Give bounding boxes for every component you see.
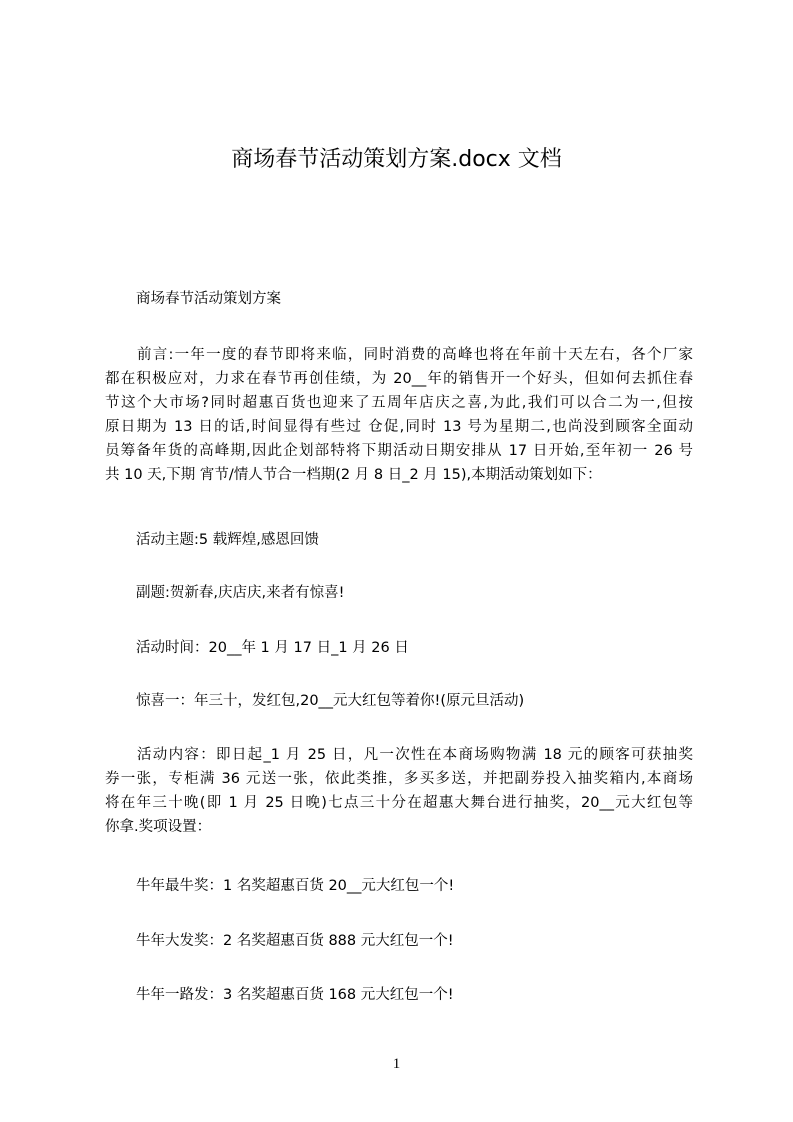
prize-item: 牛年最牛奖：1 名奖超惠百货 20__元大红包一个! xyxy=(136,878,455,894)
activity-theme: 活动主题:5 载辉煌,感恩回馈 xyxy=(136,532,319,548)
content-line: 你拿.奖项设置： xyxy=(105,819,212,835)
content-line: 将在年三十晚(即 1 月 25 日晚)七点三十分在超惠大舞台进行抽奖，20__元大红包等 xyxy=(105,795,693,811)
preface-line: 前言:一年一度的春节即将来临，同时消费的高峰也将在年前十天左右，各个厂家 xyxy=(137,347,693,363)
activity-time: 活动时间：20__年 1 月 17 日_1 月 26 日 xyxy=(136,640,409,656)
preface-line: 共 10 天,下期 宵节/情人节合一档期(2 月 8 日_2 月 15),本期活动策划如下： xyxy=(105,467,602,483)
preface-line: 原日期为 13 日的话,时间显得有些过 仓促,同时 13 号为星期二,也尚没到顾客全面动 xyxy=(105,419,693,435)
document-title: 商场春节活动策划方案.docx 文档 xyxy=(231,147,562,172)
preface-line: 员筹备年货的高峰期,因此企划部特将下期活动日期安排从 17 日开始,至年初一 26 号 xyxy=(105,443,693,459)
preface-line: 都在积极应对，力求在春节再创佳绩，为 20__年的销售开一个好头，但如何去抓住春 xyxy=(105,371,693,387)
preface-line: 节这个大市场?同时超惠百货也迎来了五周年店庆之喜,为此,我们可以合二为一,但按 xyxy=(105,395,693,411)
page-number: 1 xyxy=(392,1056,401,1072)
content-line: 活动内容：即日起_1 月 25 日，凡一次性在本商场购物满 18 元的顾客可获抽奖 xyxy=(137,747,693,763)
section-heading: 商场春节活动策划方案 xyxy=(136,291,281,307)
surprise-one: 惊喜一：年三十，发红包,20__元大红包等着你!(原元旦活动) xyxy=(136,693,525,709)
prize-item: 牛年大发奖：2 名奖超惠百货 888 元大红包一个! xyxy=(136,933,454,949)
activity-subtitle: 副题:贺新春,庆店庆,来者有惊喜! xyxy=(136,585,345,601)
prize-item: 牛年一路发：3 名奖超惠百货 168 元大红包一个! xyxy=(136,987,454,1003)
content-line: 券一张，专柜满 36 元送一张，依此类推，多买多送，并把副券投入抽奖箱内,本商场 xyxy=(105,771,693,787)
